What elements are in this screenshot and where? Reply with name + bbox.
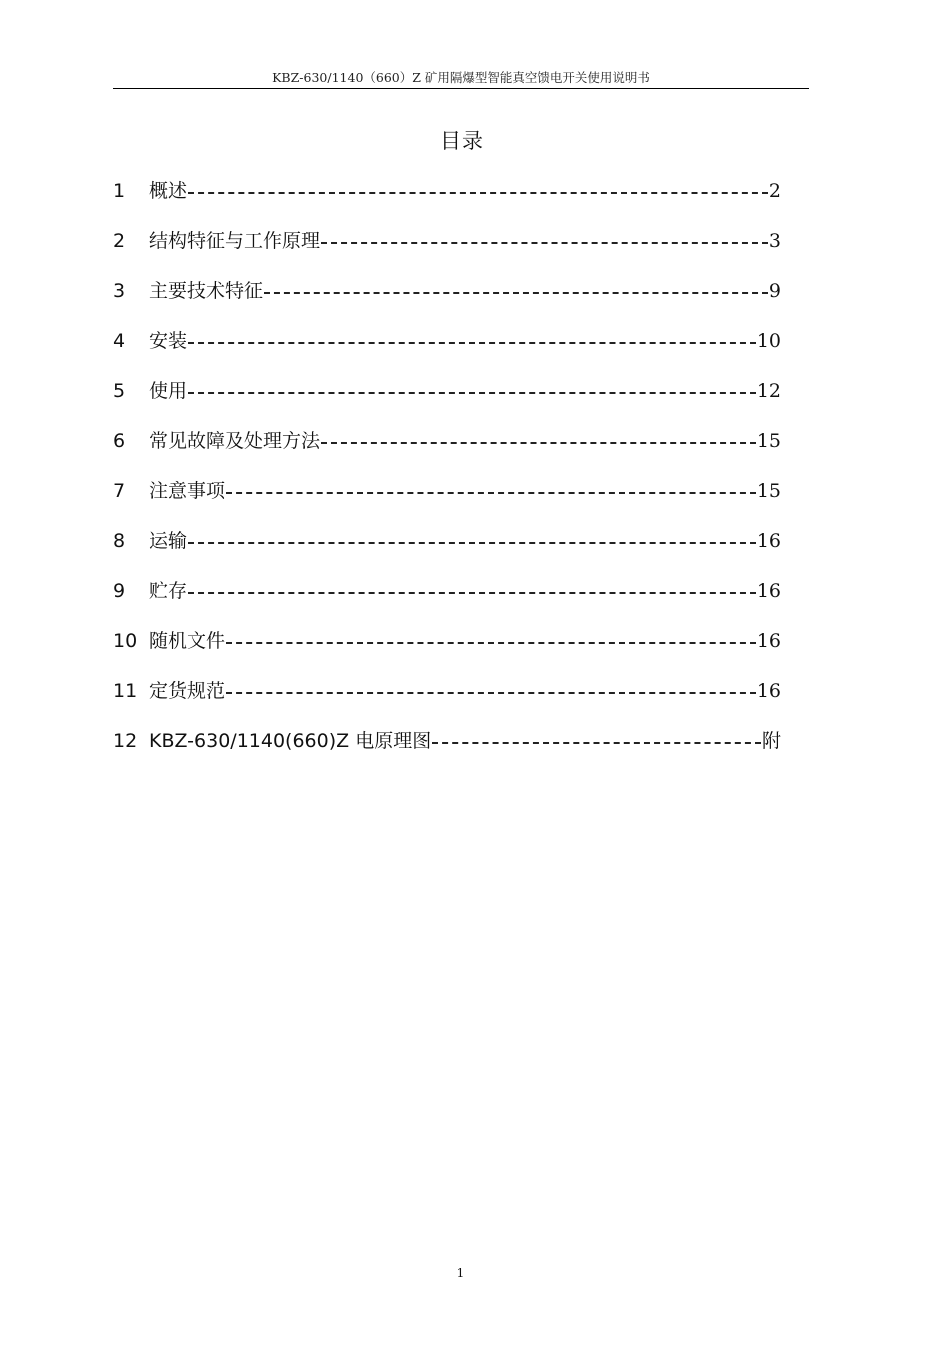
toc-entry-label: 贮存 [149, 580, 188, 602]
toc-entry-label: 结构特征与工作原理 [149, 230, 321, 252]
toc-leader-dashes [226, 677, 756, 697]
toc-title: 目录 [440, 129, 484, 153]
toc-entry-schematic[interactable] [113, 726, 781, 776]
toc-entry-number: 12 [113, 730, 138, 752]
toc-entry-page: 3 [768, 230, 781, 252]
toc-entry-number: 2 [113, 230, 126, 252]
toc-entry-usage[interactable] [113, 376, 781, 426]
toc-leader-dashes [321, 227, 768, 247]
toc-entry-label: 注意事项 [149, 480, 226, 502]
toc-entry-number: 5 [113, 380, 126, 402]
toc-entry-number: 10 [113, 630, 138, 652]
toc-entry-technical-features[interactable] [113, 276, 781, 326]
toc-entry-page: 16 [756, 680, 781, 702]
toc-entry-page: 2 [768, 180, 781, 202]
toc-entry-page: 10 [756, 330, 781, 352]
toc-entry-label: 使用 [149, 380, 188, 402]
toc-leader-dashes [188, 327, 756, 347]
toc-entry-installation[interactable] [113, 326, 781, 376]
toc-entry-storage[interactable] [113, 576, 781, 626]
toc-entry-number: 6 [113, 430, 126, 452]
toc-entry-structure[interactable] [113, 226, 781, 276]
toc-leader-dashes [226, 477, 756, 497]
toc-leader-dashes [188, 177, 768, 197]
toc-leader-dashes [188, 527, 756, 547]
toc-entry-label: 主要技术特征 [149, 280, 264, 302]
toc-leader-dashes [188, 377, 756, 397]
page-number: 1 [456, 1266, 465, 1280]
toc-entry-page: 16 [756, 530, 781, 552]
toc-entry-number: 11 [113, 680, 138, 702]
toc-entry-page: 12 [756, 380, 781, 402]
table-of-contents [113, 176, 781, 776]
toc-entry-label: 概述 [149, 180, 188, 202]
toc-entry-page: 16 [756, 630, 781, 652]
toc-entry-number: 9 [113, 580, 126, 602]
toc-entry-label: 运输 [149, 530, 188, 552]
toc-entry-page: 15 [756, 430, 781, 452]
toc-entry-ordering[interactable] [113, 676, 781, 726]
toc-entry-label: 随机文件 [149, 630, 226, 652]
toc-entry-page: 9 [768, 280, 781, 302]
toc-entry-number: 7 [113, 480, 126, 502]
toc-entry-documents[interactable] [113, 626, 781, 676]
toc-leader-dashes [226, 627, 756, 647]
toc-entry-page: 16 [756, 580, 781, 602]
toc-entry-label: KBZ-630/1140(660)Z 电原理图 [149, 730, 432, 752]
toc-entry-number: 4 [113, 330, 126, 352]
toc-entry-troubleshooting[interactable] [113, 426, 781, 476]
toc-entry-number: 3 [113, 280, 126, 302]
toc-entry-page: 15 [756, 480, 781, 502]
toc-leader-dashes [432, 727, 761, 747]
toc-entry-transport[interactable] [113, 526, 781, 576]
toc-entry-overview[interactable] [113, 176, 781, 226]
toc-entry-number: 1 [113, 180, 126, 202]
toc-entry-page: 附 [761, 730, 781, 752]
toc-entry-label: 常见故障及处理方法 [149, 430, 321, 452]
toc-entry-label: 安装 [149, 330, 188, 352]
document-header-title: KBZ-630/1140（660）Z 矿用隔爆型智能真空馈电开关使用说明书 [272, 70, 650, 85]
toc-entry-label: 定货规范 [149, 680, 226, 702]
toc-leader-dashes [188, 577, 756, 597]
toc-entry-precautions[interactable] [113, 476, 781, 526]
toc-leader-dashes [264, 277, 768, 297]
toc-entry-number: 8 [113, 530, 126, 552]
page-header [113, 66, 809, 89]
toc-leader-dashes [321, 427, 756, 447]
